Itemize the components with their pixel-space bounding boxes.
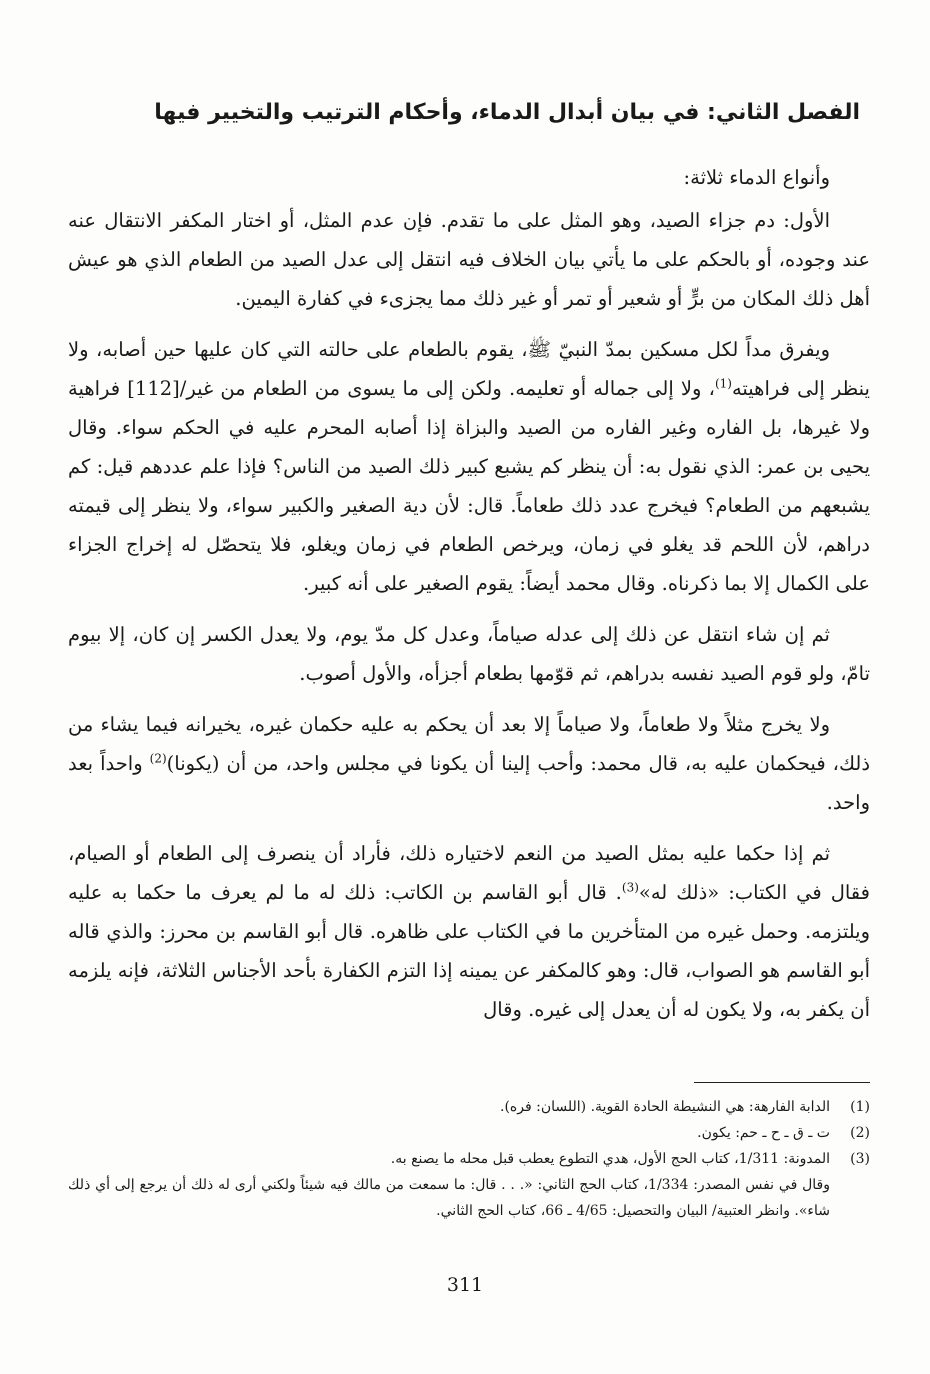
- paragraph-text: ، ولا إلى جماله أو تعليمه. ولكن إلى ما يسوى من الطعام من غير/[112] فراهية ولا غيرها، بل الفاره وغير الفاره من الصيد والبزاة إذا أصابه المحرم عليه في الحكم سواء. وقال يحيى بن عمر: الذي نقول به: أن ينظر كم يشبع كبير ذلك الصيد من الناس؟ فإذا علم عددهم قيل: كم يشبعهم من الطعام؟ فيخرج عدد ذلك طعاماً. قال: لأن دية الصغير والكبير سواء، ولا ينظر إلى قيمته دراهم، لأن اللحم قد يغلو في زمان، ويرخص الطعام في زمان ويغلو، فلا يتحصّل له إخراج الجزاء على الكمال إلا بما ذكرناه. وقال محمد أيضاً: يقوم الصغير على أنه كبير.: [68, 377, 870, 595]
- footnote-number: (3): [850, 1151, 870, 1167]
- paragraph-text: ثم إذا حكما عليه بمثل الصيد من النعم لاختياره ذلك، فأراد أن ينصرف إلى الطعام أو الصيام، فقال في الكتاب: «ذلك له»: [68, 842, 870, 904]
- paragraph-intro: وأنواع الدماء ثلاثة:: [683, 166, 830, 189]
- paragraph-two-judges: [68, 705, 870, 822]
- paragraph-fasting: ثم إن شاء انتقل عن ذلك إلى عدله صياماً، وعدل كل مدّ يوم، ولا يعدل الكسر إن كان، إلا بيوم تامّ، ولو قوم الصيد نفسه بدراهم، ثم قوّمها بطعام أجزأه، والأول أصوب.: [68, 623, 870, 685]
- footnote-number: (1): [850, 1099, 870, 1115]
- paragraph-text: ويفرق مداً لكل مسكين بمدّ النبيّ ﷺ، يقوم بالطعام على حالته التي كان عليها حين أصابه، ولا ينظر إلى فراهيته: [68, 338, 870, 400]
- footnote-text: ت ـ ق ـ ح ـ حم: يكون.: [697, 1125, 830, 1141]
- footnote-item: [68, 1120, 870, 1146]
- footnote-ref: (2): [149, 751, 167, 766]
- paragraph-text: واحداً بعد واحد.: [68, 752, 870, 814]
- footnotes: [68, 1094, 870, 1224]
- footnote-text: الدابة الفارهة: هي النشيطة الحادة القوية. (اللسان: فره).: [500, 1099, 830, 1115]
- chapter-title: الفصل الثاني: في بيان أبدال الدماء، وأحكام الترتيب والتخيير فيها: [154, 100, 860, 125]
- paragraph-choice: [68, 834, 870, 1029]
- paragraph-distribution: [68, 330, 870, 603]
- page-number: 311: [446, 1274, 484, 1296]
- footnote-ref: (3): [621, 880, 639, 895]
- footnote-item: [68, 1146, 870, 1172]
- paragraph-text: ولا يخرج مثلاً ولا طعاماً، ولا صياماً إلا بعد أن يحكم به عليه حكمان غيره، يخيرانه فيما يشاء من ذلك، فيحكمان عليه به، قال محمد: وأحب إلينا أن يكونا في مجلس واحد، من أن (يكونا): [68, 713, 870, 775]
- paragraph-first-type: الأول: دم جزاء الصيد، وهو المثل على ما تقدم. فإن عدم المثل، أو اختار المكفر الانتقال عنه عند وجوده، أو بالحكم على ما يأتي بيان الخلاف فيه انتقل إلى عدل الصيد من الطعام الذي هو عيش أهل ذلك المكان من برٍّ أو شعير أو تمر أو غير ذلك مما يجزىء في كفارة اليمين.: [68, 209, 870, 310]
- footnote-ref: (1): [714, 376, 732, 391]
- paragraph-text: . قال أبو القاسم بن الكاتب: ذلك له ما لم يعرف ما حكما به عليه ويلتزمه. وحمل غيره من المتأخرين ما في الكتاب على ظاهره. قال أبو القاسم بن محرز: والذي قاله أبو القاسم هو الصواب، قال: وهو كالمكفر عن يمينه إذا التزم الكفارة بأحد الأجناس الثلاثة، فإنه يلزمه أن يكفر به، ولا يكون له أن يعدل إلى غيره. وقال: [68, 881, 870, 1021]
- footnote-separator: [694, 1082, 870, 1083]
- body-text: [68, 158, 870, 1041]
- footnote-continuation: وقال في نفس المصدر: 1/334، كتاب الحج الثاني: «. . . قال: ما سمعت من مالك فيه شيئاً ولكني أرى له ذلك أن يرجع إلى أي ذلك شاء». وانظر العتبية/ البيان والتحصيل: 4/65 ـ 66، كتاب الحج الثاني.: [68, 1177, 830, 1219]
- footnote-number: (2): [850, 1125, 870, 1141]
- footnote-text: المدونة: 1/311، كتاب الحج الأول، هدي التطوع يعطب قبل محله ما يصنع به.: [390, 1151, 830, 1167]
- footnote-item: [68, 1094, 870, 1120]
